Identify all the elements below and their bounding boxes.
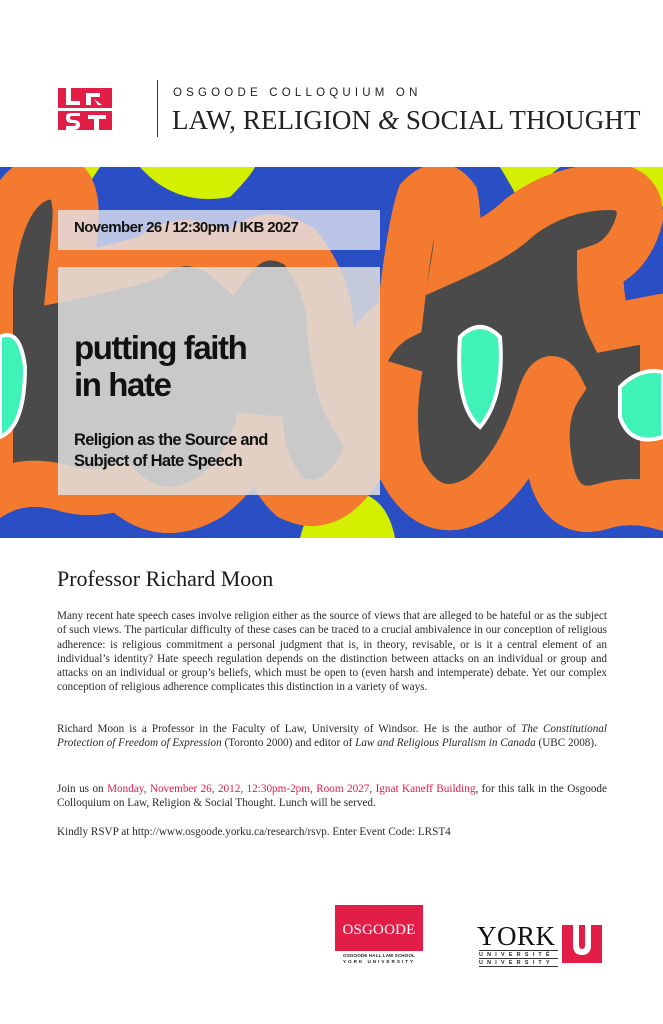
- event-date-line: November 26 / 12:30pm / IKB 2027: [74, 219, 299, 236]
- osgoode-logo-sub2: YORK UNIVERSITY: [342, 959, 416, 964]
- book-title-1: The Constitutional Protection of Freedom of Expression: [57, 723, 607, 750]
- event-subtitle-line1: Religion as the Source and: [74, 431, 268, 449]
- header-kicker: OSGOODE COLLOQUIUM ON: [173, 87, 422, 99]
- event-subtitle: [74, 430, 268, 472]
- event-title-line2: in hate: [74, 366, 171, 403]
- speaker-bio-paragraph: [57, 722, 607, 751]
- york-logo-line1: UNIVERSITÉ: [479, 950, 558, 958]
- event-details-highlight: Monday, November 26, 2012, 12:30pm-2pm, Room 2027, Ignat Kaneff Building: [107, 783, 476, 795]
- bio-text: (UBC 2008).: [535, 737, 597, 750]
- book-title-2: Law and Religious Pluralism in Canada: [355, 737, 536, 750]
- details-text: Join us on: [57, 783, 108, 795]
- osgoode-logo-sub1: OSGOODE HALL LAW SCHOOL: [343, 953, 415, 958]
- header-title-ampersand: &: [377, 105, 400, 135]
- event-subtitle-line2: Subject of Hate Speech: [74, 452, 242, 470]
- event-title-box: [58, 267, 380, 495]
- event-title: [74, 329, 246, 403]
- york-logo-word: YORK: [477, 921, 556, 951]
- event-details-paragraph: [57, 782, 607, 811]
- bio-text: (Toronto 2000) and editor of: [221, 737, 356, 750]
- york-logo-line2: UNIVERSITY: [479, 958, 558, 967]
- event-title-line1: putting faith: [74, 329, 247, 366]
- osgoode-logo: [335, 905, 423, 951]
- abstract-paragraph: Many recent hate speech cases involve religion either as the source of views that are alleged to be hateful or as the subject of such views. The particular difficulty of these cases can be traced to a crucial ambivalence in our conception of religious adherence: is religious commitment a personal judgment that is, in theory, revisable, or is it a central element of an individual’s identity? Hate speech regulation depends on the distinction between attacks on an individual or group and attacks on an individual or group’s beliefs, which must be open to (even harsh and intemperate) debate. Yet our complex conception of religious adherence complicates this distinction in a variety of ways.: [57, 610, 607, 694]
- osgoode-logo-word: OSGOODE: [342, 922, 416, 938]
- header-title-part2: SOCIAL THOUGHT: [399, 105, 641, 135]
- event-date-box: [58, 210, 380, 250]
- rsvp-paragraph: Kindly RSVP at http://www.osgoode.yorku.ca/research/rsvp. Enter Event Code: LRST4: [57, 826, 451, 838]
- york-u-icon: [562, 925, 602, 963]
- speaker-name: Professor Richard Moon: [57, 566, 274, 591]
- header-divider: [157, 80, 158, 137]
- header-title: [172, 105, 641, 136]
- lrst-logo-icon: [58, 88, 112, 130]
- header-title-part1: LAW, RELIGION: [172, 105, 378, 135]
- bio-text: Richard Moon is a Professor in the Faculty of Law, University of Windsor. He is the author of: [57, 723, 522, 735]
- hero-banner: [0, 167, 663, 538]
- details-text: , for this talk in the Osgoode Colloquium on Law, Religion & Social Thought. Lunch will be served.: [57, 783, 607, 810]
